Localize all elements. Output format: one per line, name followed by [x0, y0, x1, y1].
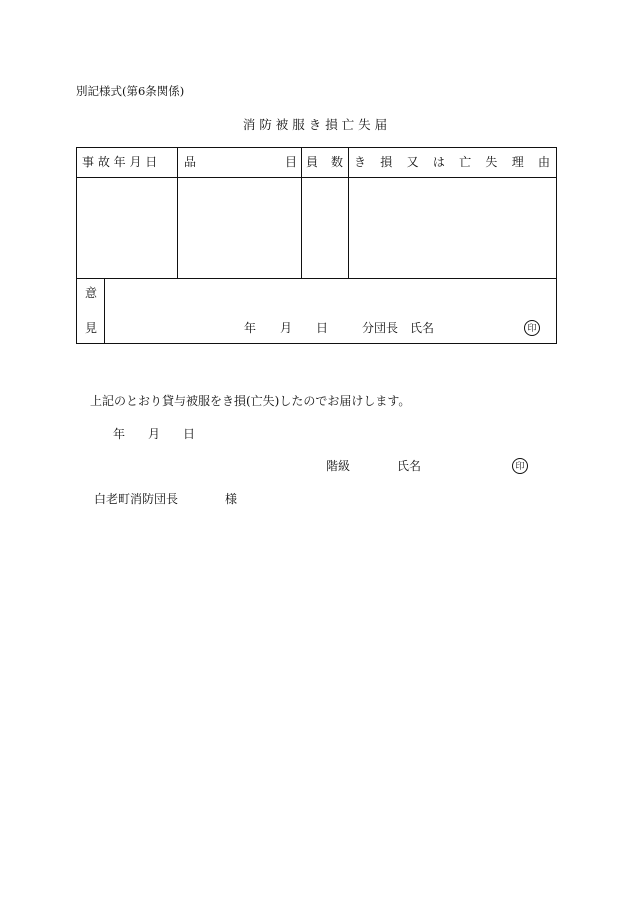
header-reason: き 損 又 は 亡 失 理 由: [354, 155, 550, 169]
header-item-left: 品: [184, 155, 197, 169]
report-date-month: 月: [148, 427, 161, 441]
header-item-right: 目: [285, 155, 298, 169]
report-date-day: 日: [183, 427, 196, 441]
header-count-left: 員: [306, 155, 319, 169]
opinion-date-month: 月: [280, 321, 293, 335]
opinion-label-bottom: 見: [85, 321, 98, 335]
opinion-date-year: 年: [244, 321, 257, 335]
name-label: 氏名: [397, 459, 422, 473]
honorific: 様: [225, 492, 238, 506]
report-date-year: 年: [113, 427, 126, 441]
form-title: 消 防 被 服 き 損 亡 失 届: [242, 117, 388, 132]
header-accident-date: 事 故 年 月 日: [82, 155, 158, 169]
applicant-seal: 印: [512, 458, 528, 474]
statement: 上記のとおり貸与被服をき損(亡失)したのでお届けします。: [90, 394, 411, 408]
addressee: 白老町消防団長: [94, 492, 179, 506]
header-count-right: 数: [331, 155, 344, 169]
opinion-seal: 印: [524, 320, 540, 336]
opinion-label-top: 意: [85, 286, 98, 300]
form-label: 別記様式(第6条関係): [76, 84, 185, 98]
rank-label: 階級: [326, 459, 351, 473]
opinion-date-day: 日: [316, 321, 329, 335]
opinion-branch-chief-name: 分団長 氏名: [362, 321, 435, 335]
